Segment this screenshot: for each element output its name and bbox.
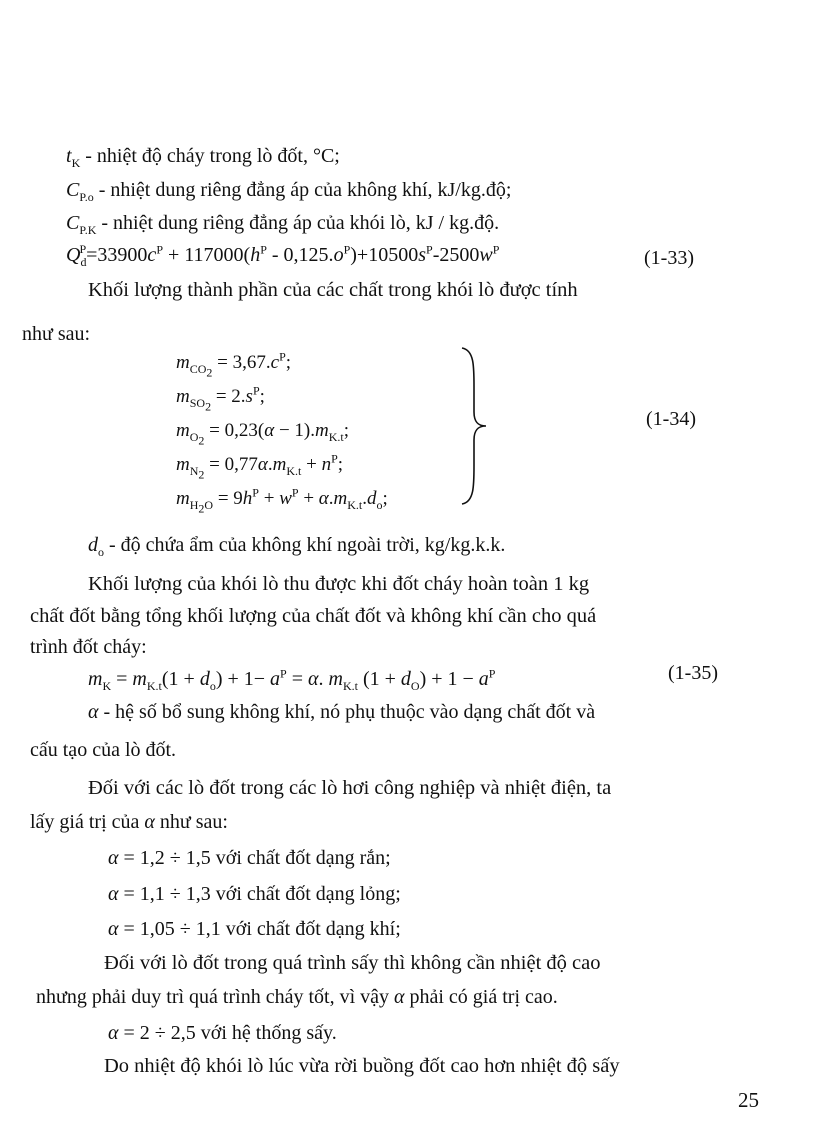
- equation-1-35: $m_K = m_{K.t}(1 + d_o) + 1- a^P = \alpha$. $m_{K.t}$ $(1 + d_O) + 1 - a^P$: [88, 666, 496, 693]
- alpha-value-drying: α = 2 ÷ 2,5 với hệ thống sấy.: [108, 1022, 337, 1044]
- alpha-value-gas: α = 1,05 ÷ 1,1 với chất đốt dạng khí;: [108, 918, 401, 940]
- def-cpo: $C_{P.o}$ - nhiệt dung riêng đẳng áp của không khí, kJ/kg.độ;: [66, 179, 512, 204]
- equation-number-1-33: (1-33): [644, 247, 694, 269]
- equation-1-33: $Q_d^P=33900c^P + 117000(h^P - 0,125.o^P)+10500s^P-2500w^P$: [66, 242, 500, 269]
- paragraph-1-line-2: như sau:: [22, 323, 91, 345]
- equation-number-1-34: (1-34): [646, 408, 696, 430]
- def-alpha-line-2: cấu tạo của lò đốt.: [30, 739, 177, 761]
- paragraph-2-line-1: Khối lượng của khói lò thu được khi đốt cháy hoàn toàn 1 kg: [88, 573, 590, 595]
- def-cpk: $C_{P.K}$ - nhiệt dung riêng đẳng áp của khói lò, kJ / kg.độ.: [66, 212, 500, 237]
- def-alpha-line-1: α - hệ số bổ sung không khí, nó phụ thuộc vào dạng chất đốt và: [88, 701, 596, 723]
- equation-number-1-35: (1-35): [668, 662, 718, 684]
- def-tk: $t_K$ - nhiệt độ cháy trong lò đốt, °C;: [66, 145, 340, 170]
- def-do: $d_o$ - độ chứa ẩm của không khí ngoài trời, kg/kg.k.k.: [88, 534, 506, 559]
- alpha-value-solid: α = 1,2 ÷ 1,5 với chất đốt dạng rắn;: [108, 847, 391, 869]
- paragraph-2-line-3: trình đốt cháy:: [30, 636, 147, 658]
- paragraph-2-line-2: chất đốt bằng tổng khối lượng của chất đốt và không khí cần cho quá: [30, 605, 597, 627]
- paragraph-3-line-1: Đối với các lò đốt trong các lò hơi công nghiệp và nhiệt điện, ta: [88, 777, 612, 799]
- right-brace: [460, 346, 488, 506]
- page-number: 25: [738, 1088, 759, 1112]
- paragraph-4-line-2: nhưng phải duy trì quá trình cháy tốt, vì vậy α phải có giá trị cao.: [36, 986, 558, 1008]
- paragraph-3-line-2: lấy giá trị của α như sau:: [30, 811, 228, 833]
- alpha-value-liquid: α = 1,1 ÷ 1,3 với chất đốt dạng lỏng;: [108, 883, 401, 905]
- paragraph-5-line-1: Do nhiệt độ khói lò lúc vừa rời buồng đốt cao hơn nhiệt độ sấy: [104, 1055, 620, 1077]
- paragraph-1-line-1: Khối lượng thành phần của các chất trong khói lò được tính: [88, 279, 578, 301]
- paragraph-4-line-1: Đối với lò đốt trong quá trình sấy thì không cần nhiệt độ cao: [104, 952, 601, 974]
